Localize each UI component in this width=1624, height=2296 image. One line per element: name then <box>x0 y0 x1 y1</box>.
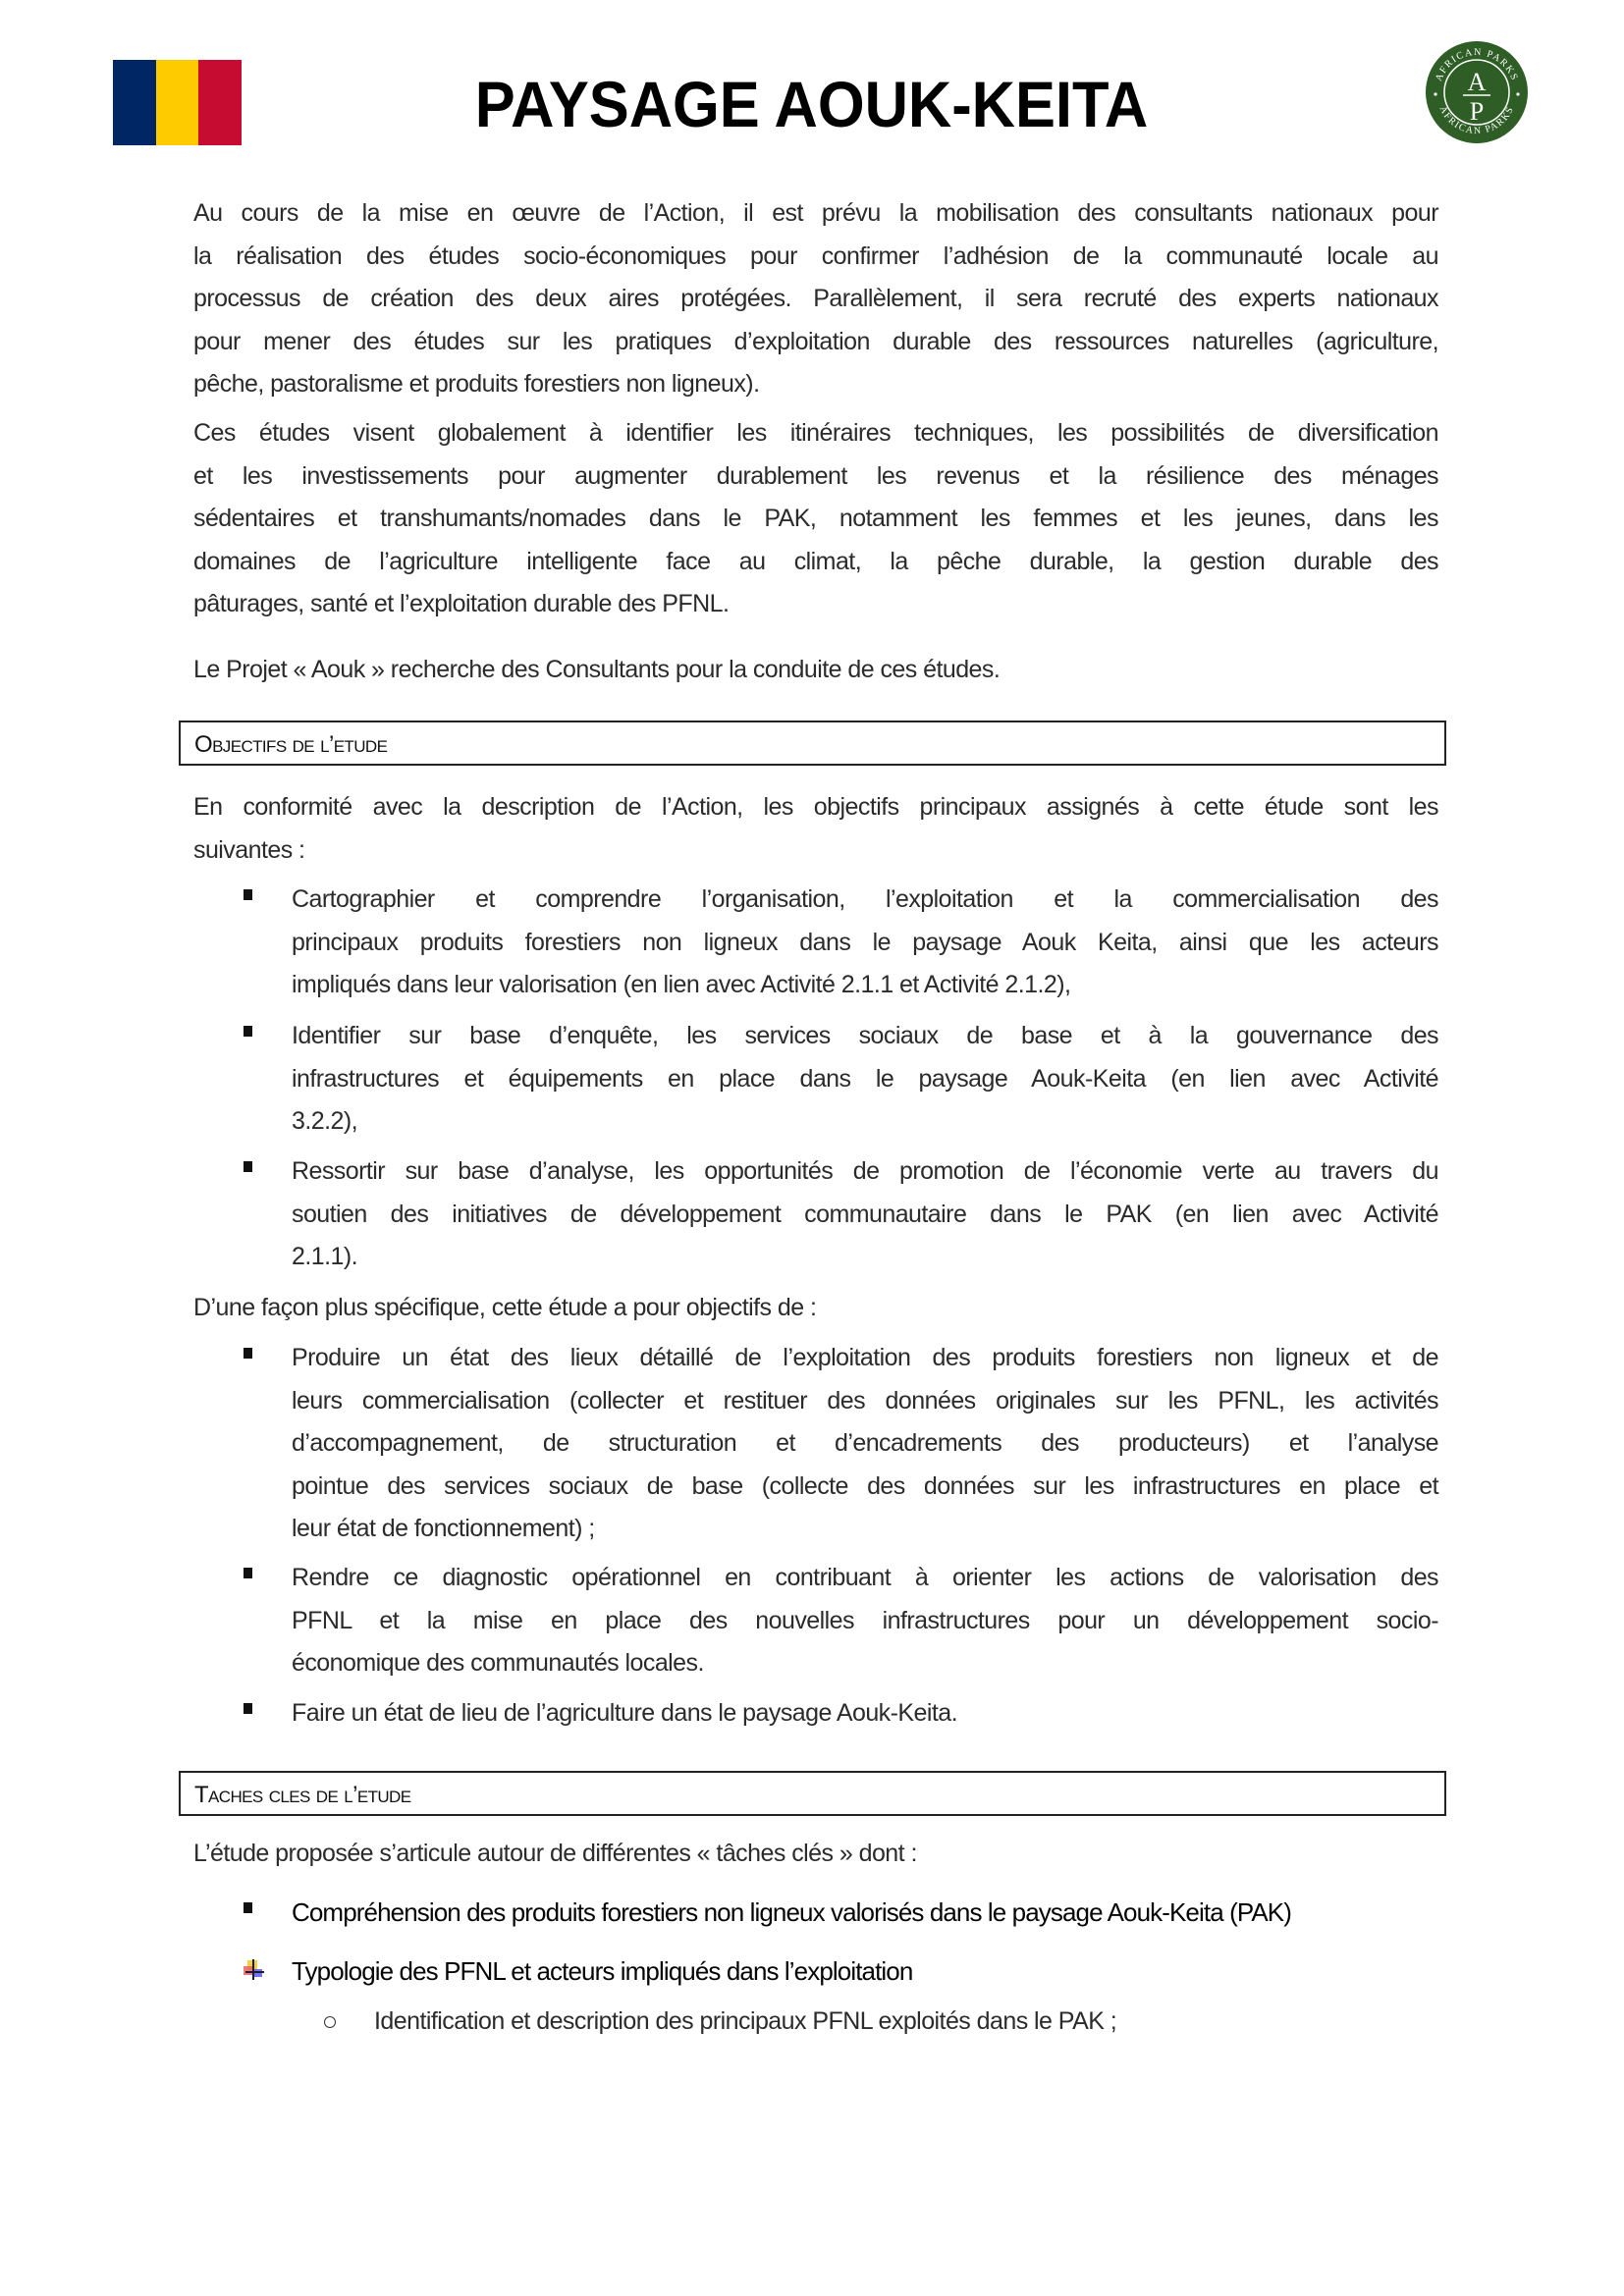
square-bullet-icon <box>244 1902 252 1913</box>
text-line: soutien des initiatives de développement communautaire dans le PAK (en lien avec Activité <box>292 1200 1438 1228</box>
svg-text:AFRICAN PARKS: AFRICAN PARKS <box>1433 46 1521 83</box>
text-line: leur état de fonctionnement) ; <box>292 1515 595 1543</box>
list-item-task-1 <box>292 1892 1438 1935</box>
text-line: 3.2.2), <box>292 1107 358 1136</box>
text-line: L’étude proposée s’articule autour de différentes « tâches clés » dont : <box>193 1840 917 1867</box>
square-bullet-icon <box>244 889 252 900</box>
text-line: 2.1.1). <box>292 1243 358 1271</box>
section-title: Objectifs de l’etude <box>194 731 388 758</box>
square-bullet-icon <box>244 1568 252 1578</box>
square-bullet-icon <box>244 1348 252 1359</box>
text-line: pâturages, santé et l’exploitation durable des PFNL. <box>193 590 730 618</box>
list-item-main-objective-3 <box>292 1150 1438 1279</box>
square-bullet-icon <box>244 1703 252 1714</box>
section-title: Taches cles de l’etude <box>194 1782 411 1808</box>
section-heading-objectifs <box>179 721 1446 766</box>
svg-text:A: A <box>1467 68 1487 96</box>
list-item-specific-objective-2 <box>292 1557 1438 1685</box>
text-line: infrastructures et équipements en place dans le paysage Aouk-Keita (en lien avec Activité <box>292 1064 1438 1093</box>
text-line: Ressortir sur base d’analyse, les opportunités de promotion de l’économie verte au travers du <box>292 1157 1438 1185</box>
text-line: Produire un état des lieux détaillé de l’exploitation des produits forestiers non ligneux et de <box>292 1344 1438 1371</box>
square-bullet-icon <box>244 1026 252 1037</box>
circle-bullet-icon <box>324 2016 336 2028</box>
text-line: et les investissements pour augmenter durablement les revenus et la résilience des ménages <box>193 461 1438 490</box>
text-line: pêche, pastoralisme et produits forestiers non ligneux). <box>193 370 760 399</box>
text-line: Ces études visent globalement à identifier les itinéraires techniques, les possibilités de diversification <box>193 419 1438 447</box>
text-line: En conformité avec la description de l’Action, les objectifs principaux assignés à cette étude sont les <box>193 793 1438 821</box>
text-line: d’accompagnement, de structuration et d’encadrements des producteurs) et l’analyse <box>292 1429 1438 1458</box>
list-item-sub-1: Identification et description des principaux PFNL exploités dans le PAK ; <box>374 2007 1117 2035</box>
text-line: suivantes : <box>193 835 305 864</box>
text-line: domaines de l’agriculture intelligente face au climat, la pêche durable, la gestion durable des <box>193 547 1438 575</box>
text-line: la réalisation des études socio-économiques pour confirmer l’adhésion de la communauté locale au <box>193 241 1438 270</box>
text-line: D’une façon plus spécifique, cette étude a pour objectifs de : <box>193 1294 817 1321</box>
svg-text:P: P <box>1469 97 1485 126</box>
square-bullet-icon <box>244 1161 252 1172</box>
text-line: économique des communautés locales. <box>292 1649 704 1678</box>
text-line: pointue des services sociaux de base (collecte des données sur les infrastructures en place et <box>292 1471 1438 1500</box>
svg-text:AFRICAN PARKS: AFRICAN PARKS <box>1436 104 1517 137</box>
text-line: pour mener des études sur les pratiques d’exploitation durable des ressources naturelles (agriculture, <box>193 327 1438 355</box>
text-line: Faire un état de lieu de l’agriculture dans le paysage Aouk-Keita. <box>292 1699 958 1727</box>
list-item-specific-objective-1 <box>292 1337 1438 1551</box>
text-line: sédentaires et transhumants/nomades dans le PAK, notamment les femmes et les jeunes, dans les <box>193 505 1438 533</box>
multicolor-arrow-bullet-icon <box>243 1959 268 1981</box>
intro-paragraph-3 <box>193 649 1438 692</box>
list-item-main-objective-2 <box>292 1015 1438 1144</box>
text-line: processus de création des deux aires protégées. Parallèlement, il sera recruté des experts nationaux <box>193 285 1438 313</box>
intro-paragraph-2 <box>193 412 1438 626</box>
objectifs-intro <box>193 786 1438 872</box>
african-parks-logo-icon <box>1424 39 1530 145</box>
text-line: impliqués dans leur valorisation (en lien avec Activité 2.1.1 et Activité 2.1.2), <box>292 971 1071 999</box>
text-line: Rendre ce diagnostic opérationnel en contribuant à orienter les actions de valorisation des <box>292 1564 1438 1591</box>
intro-paragraph-1 <box>193 192 1438 406</box>
text-line: Au cours de la mise en œuvre de l’Action, il est prévu la mobilisation des consultants nationaux pour <box>193 199 1438 227</box>
text-line: Identifier sur base d’enquête, les services sociaux de base et à la gouvernance des <box>292 1022 1438 1049</box>
text-line: Compréhension des produits forestiers non ligneux valorisés dans le paysage Aouk-Keita (PAK) <box>292 1897 1291 1927</box>
section-heading-taches <box>179 1771 1446 1816</box>
page-title: PAYSAGE AOUK-KEITA <box>474 68 1149 140</box>
text-line: Cartographier et comprendre l’organisation, l’exploitation et la commercialisation des <box>292 885 1438 913</box>
text-line: PFNL et la mise en place des nouvelles infrastructures pour un développement socio- <box>292 1606 1438 1634</box>
text-line: Le Projet « Aouk » recherche des Consultants pour la conduite de ces études. <box>193 656 1001 683</box>
taches-intro <box>193 1833 1438 1876</box>
specific-objectives-intro <box>193 1287 1438 1330</box>
text-line: leurs commercialisation (collecter et restituer des données originales sur les PFNL, les activités <box>292 1386 1438 1415</box>
text-line: principaux produits forestiers non ligneux dans le paysage Aouk Keita, ainsi que les acteurs <box>292 928 1438 956</box>
list-item-task-1-sub <box>292 1950 1438 1994</box>
list-item-main-objective-1 <box>292 879 1438 1007</box>
text-line: Typologie des PFNL et acteurs impliqués dans l’exploitation <box>292 1956 913 1986</box>
list-item-specific-objective-3 <box>292 1692 1438 1735</box>
